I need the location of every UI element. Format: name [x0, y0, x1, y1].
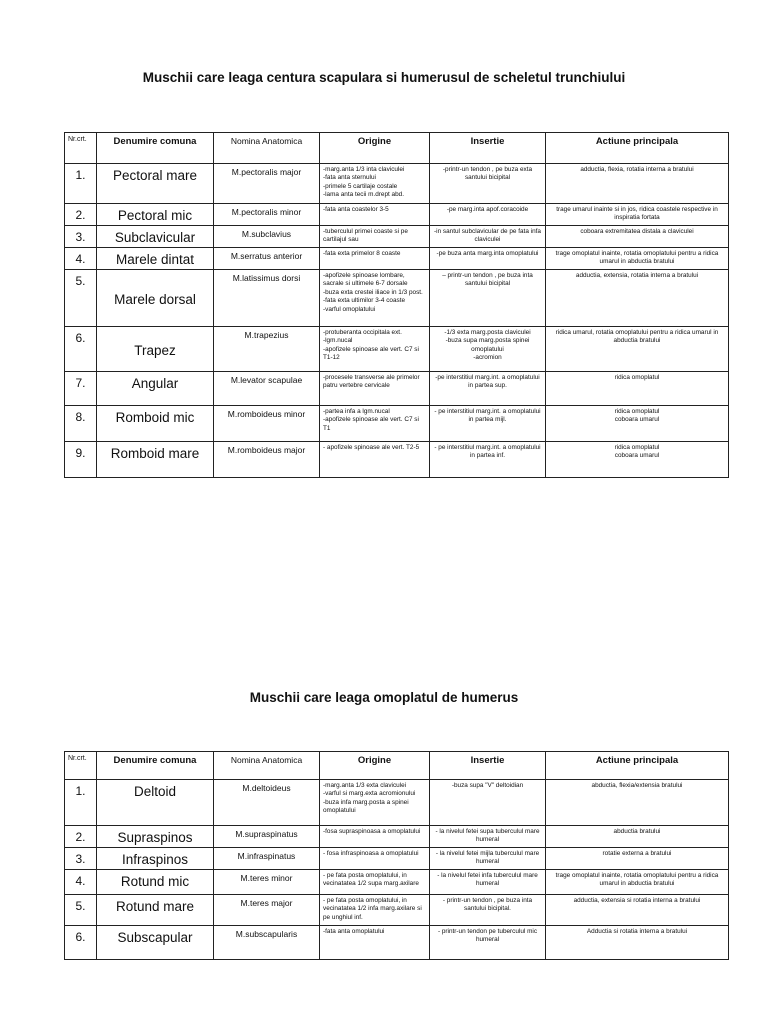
common-name: Subscapular [97, 926, 214, 960]
latin-name: M.serratus anterior [214, 248, 320, 270]
latin-name: M.deltoideus [214, 780, 320, 826]
origin-cell: -procesele transverse ale primelor patru vertebre cervicale [320, 372, 430, 406]
action-cell [546, 406, 729, 442]
origin-cell-line: -lgm.nucal [323, 337, 353, 345]
header-nr: Nr.crt. [65, 752, 97, 780]
table-row [65, 372, 729, 406]
table-row [65, 270, 729, 327]
action-cell-line: ridica omoplatul [614, 408, 660, 415]
insertion-cell: – printr-un tendon , pe buza inta santului bicipital [430, 270, 546, 327]
action-cell: rotatie externa a bratului [546, 848, 729, 870]
row-number: 4. [65, 248, 97, 270]
origin-cell [320, 406, 430, 442]
origin-cell-line: -apofizele spinoase ale vert. C7 si T1 [323, 416, 419, 432]
table-row [65, 226, 729, 248]
table-row [65, 780, 729, 826]
insertion-cell [430, 327, 546, 372]
latin-name: M.subscapularis [214, 926, 320, 960]
table-row [65, 248, 729, 270]
row-number: 2. [65, 826, 97, 848]
row-number: 6. [65, 327, 97, 372]
origin-cell-line: -fata exta ultimilor 3-4 coaste [323, 297, 406, 305]
origin-cell: -tuberculul primei coaste si pe cartilajul sau [320, 226, 430, 248]
origin-cell [320, 270, 430, 327]
header-actiune: Actiune principala [546, 133, 729, 164]
header-nr: Nr.crt. [65, 133, 97, 164]
origin-cell [320, 164, 430, 204]
insertion-cell-line: -1/3 exta marg.posta claviculei [444, 329, 531, 336]
common-name: Infraspinos [97, 848, 214, 870]
row-number: 3. [65, 848, 97, 870]
action-cell: trage umarul inainte si in jos, ridica coastele respective in inspiratia fortata [546, 204, 729, 226]
origin-cell-line: -buza infa marg.posta a spinei omoplatului [323, 798, 409, 815]
action-cell: ridica omoplatul [546, 372, 729, 406]
action-cell: adductia, extensia si rotatia interna a bratului [546, 895, 729, 926]
insertion-cell: -pe buza anta marg.inta omoplatului [430, 248, 546, 270]
origin-cell [320, 327, 430, 372]
row-number: 2. [65, 204, 97, 226]
action-cell [546, 442, 729, 478]
row-number: 5. [65, 895, 97, 926]
action-cell: adductia, extensia, rotatia interna a bratului [546, 270, 729, 327]
origin-cell [320, 780, 430, 826]
insertion-cell: - printr-un tendon , pe buza inta santului bicipital. [430, 895, 546, 926]
insertion-cell: - la nivelul fetei infa tuberculul mare humeral [430, 870, 546, 895]
insertion-cell: - la nivelul fetei mijla tuberculul mare humeral [430, 848, 546, 870]
table-row [65, 848, 729, 870]
action-cell-line: coboara umarul [614, 416, 660, 424]
common-name: Romboid mic [97, 406, 214, 442]
insertion-cell: - la nivelul fetei supa tuberculul mare humeral [430, 826, 546, 848]
insertion-cell: -pe marg.inta apof.coracoide [430, 204, 546, 226]
origin-cell: -fata anta coastelor 3-5 [320, 204, 430, 226]
origin-cell-line: -primele 5 cartilaje costale [323, 182, 398, 190]
origin-cell-line: -apofizele spinoase lombare, sacrale si ultimele 6-7 dorsale [323, 272, 408, 288]
table-row [65, 826, 729, 848]
table1 [64, 132, 729, 478]
latin-name: M.infraspinatus [214, 848, 320, 870]
origin-cell: -fata anta omoplatului [320, 926, 430, 960]
row-number: 1. [65, 164, 97, 204]
action-cell-line: ridica omoplatul [614, 444, 660, 451]
insertion-cell: - pe interstitiul marg.int. a omoplatului in partea mijl. [430, 406, 546, 442]
origin-cell: - pe fata posta omoplatului, in vecinatatea 1/2 infa marg.axilare si pe unghiul inf. [320, 895, 430, 926]
action-cell: abductia bratului [546, 826, 729, 848]
common-name: Deltoid [97, 780, 214, 826]
common-name: Angular [97, 372, 214, 406]
action-cell: ridica umarul, rotatia omoplatului pentru a ridica umarul in abductia bratului [546, 327, 729, 372]
table-row [65, 895, 729, 926]
row-number: 9. [65, 442, 97, 478]
row-number: 7. [65, 372, 97, 406]
table-row [65, 926, 729, 960]
row-number: 8. [65, 406, 97, 442]
action-cell: trage omoplatul inainte, rotatia omoplatului pentru a ridica umarul in abductia bratului [546, 870, 729, 895]
action-cell: abductia, flexia/extensia bratului [546, 780, 729, 826]
insertion-cell: -buza supa "V" deltoidian [430, 780, 546, 826]
table-row [65, 406, 729, 442]
origin-cell-line: -apofizele spinoase ale vert. C7 si T1-12 [323, 345, 419, 362]
header-denumire: Denumire comuna [97, 133, 214, 164]
table2 [64, 751, 729, 960]
header-denumire: Denumire comuna [97, 752, 214, 780]
origin-cell-line: -partea infa a lgm.nucal [323, 408, 390, 415]
header-insertie: Insertie [430, 752, 546, 780]
latin-name: M.trapezius [214, 327, 320, 372]
row-number: 1. [65, 780, 97, 826]
common-name: Supraspinos [97, 826, 214, 848]
common-name: Marele dintat [97, 248, 214, 270]
row-number: 4. [65, 870, 97, 895]
row-number: 5. [65, 270, 97, 327]
common-name: Subclavicular [97, 226, 214, 248]
header-nomina: Nomina Anatomica [214, 133, 320, 164]
latin-name: M.romboideus major [214, 442, 320, 478]
latin-name: M.latissimus dorsi [214, 270, 320, 327]
origin-cell: - fosa infraspinoasa a omoplatului [320, 848, 430, 870]
origin-cell-line: -varful omoplatului [323, 305, 376, 313]
origin-cell-line: -protuberanta occipitala ext. [323, 329, 402, 336]
table-row [65, 870, 729, 895]
common-name: Pectoral mic [97, 204, 214, 226]
insertion-cell: -pe interstitiul marg.int. a omoplatului in partea sup. [430, 372, 546, 406]
header-insertie: Insertie [430, 133, 546, 164]
table-row [65, 442, 729, 478]
latin-name: M.pectoralis minor [214, 204, 320, 226]
table2-title: Muschii care leaga omoplatul de humerus [249, 690, 519, 705]
header-origine: Origine [320, 752, 430, 780]
common-name: Pectoral mare [97, 164, 214, 204]
origin-cell-line: -varful si marg.exta acromionului [323, 790, 416, 798]
action-cell: Adductia si rotatia interna a bratului [546, 926, 729, 960]
latin-name: M.pectoralis major [214, 164, 320, 204]
common-name: Romboid mare [97, 442, 214, 478]
origin-cell: -fosa supraspinoasa a omoplatului [320, 826, 430, 848]
origin-cell-line: -fata anta sternului [323, 174, 376, 182]
action-cell-line: coboara umarul [614, 452, 660, 460]
origin-cell-line: -lama anta tecii m.drept abd. [323, 191, 404, 199]
insertion-cell-line: -buza supa marg.posta spinei omoplatului [445, 337, 530, 353]
table1-title: Muschii care leaga centura scapulara si humerusul de scheletul trunchiului [142, 70, 626, 85]
latin-name: M.teres major [214, 895, 320, 926]
common-name: Trapez [97, 327, 214, 372]
action-cell: trage omoplatul inainte, rotatia omoplatului pentru a ridica umarul in abductia bratului [546, 248, 729, 270]
insertion-cell: - pe interstitiul marg.int. a omoplatului in partea inf. [430, 442, 546, 478]
table-row [65, 164, 729, 204]
insertion-cell-line: -acromion [473, 354, 502, 362]
origin-cell: - pe fata posta omoplatului, in vecinatatea 1/2 supa marg.axilare [320, 870, 430, 895]
header-nomina: Nomina Anatomica [214, 752, 320, 780]
latin-name: M.romboideus minor [214, 406, 320, 442]
origin-cell: - apofizele spinoase ale vert. T2-5 [320, 442, 430, 478]
latin-name: M.supraspinatus [214, 826, 320, 848]
header-origine: Origine [320, 133, 430, 164]
origin-cell-line: -marg.anta 1/3 exta claviculei [323, 782, 407, 789]
origin-cell-line: -buza exta crestei iliace in 1/3 post. [323, 288, 423, 296]
origin-cell: -fata exta primelor 8 coaste [320, 248, 430, 270]
insertion-cell: -printr-un tendon , pe buza exta santului bicipital [430, 164, 546, 204]
table-row [65, 204, 729, 226]
action-cell: adductia, flexia, rotatia interna a bratului [546, 164, 729, 204]
action-cell: coboara extremitatea distala a claviculei [546, 226, 729, 248]
latin-name: M.subclavius [214, 226, 320, 248]
common-name: Marele dorsal [97, 270, 214, 327]
origin-cell-line: -marg.anta 1/3 inta claviculei [323, 166, 405, 173]
insertion-cell: - printr-un tendon pe tuberculul mic humeral [430, 926, 546, 960]
row-number: 6. [65, 926, 97, 960]
header-actiune: Actiune principala [546, 752, 729, 780]
common-name: Rotund mare [97, 895, 214, 926]
common-name: Rotund mic [97, 870, 214, 895]
row-number: 3. [65, 226, 97, 248]
table-row [65, 327, 729, 372]
latin-name: M.levator scapulae [214, 372, 320, 406]
insertion-cell: -in santul subclavicular de pe fata infa claviculei [430, 226, 546, 248]
latin-name: M.teres minor [214, 870, 320, 895]
